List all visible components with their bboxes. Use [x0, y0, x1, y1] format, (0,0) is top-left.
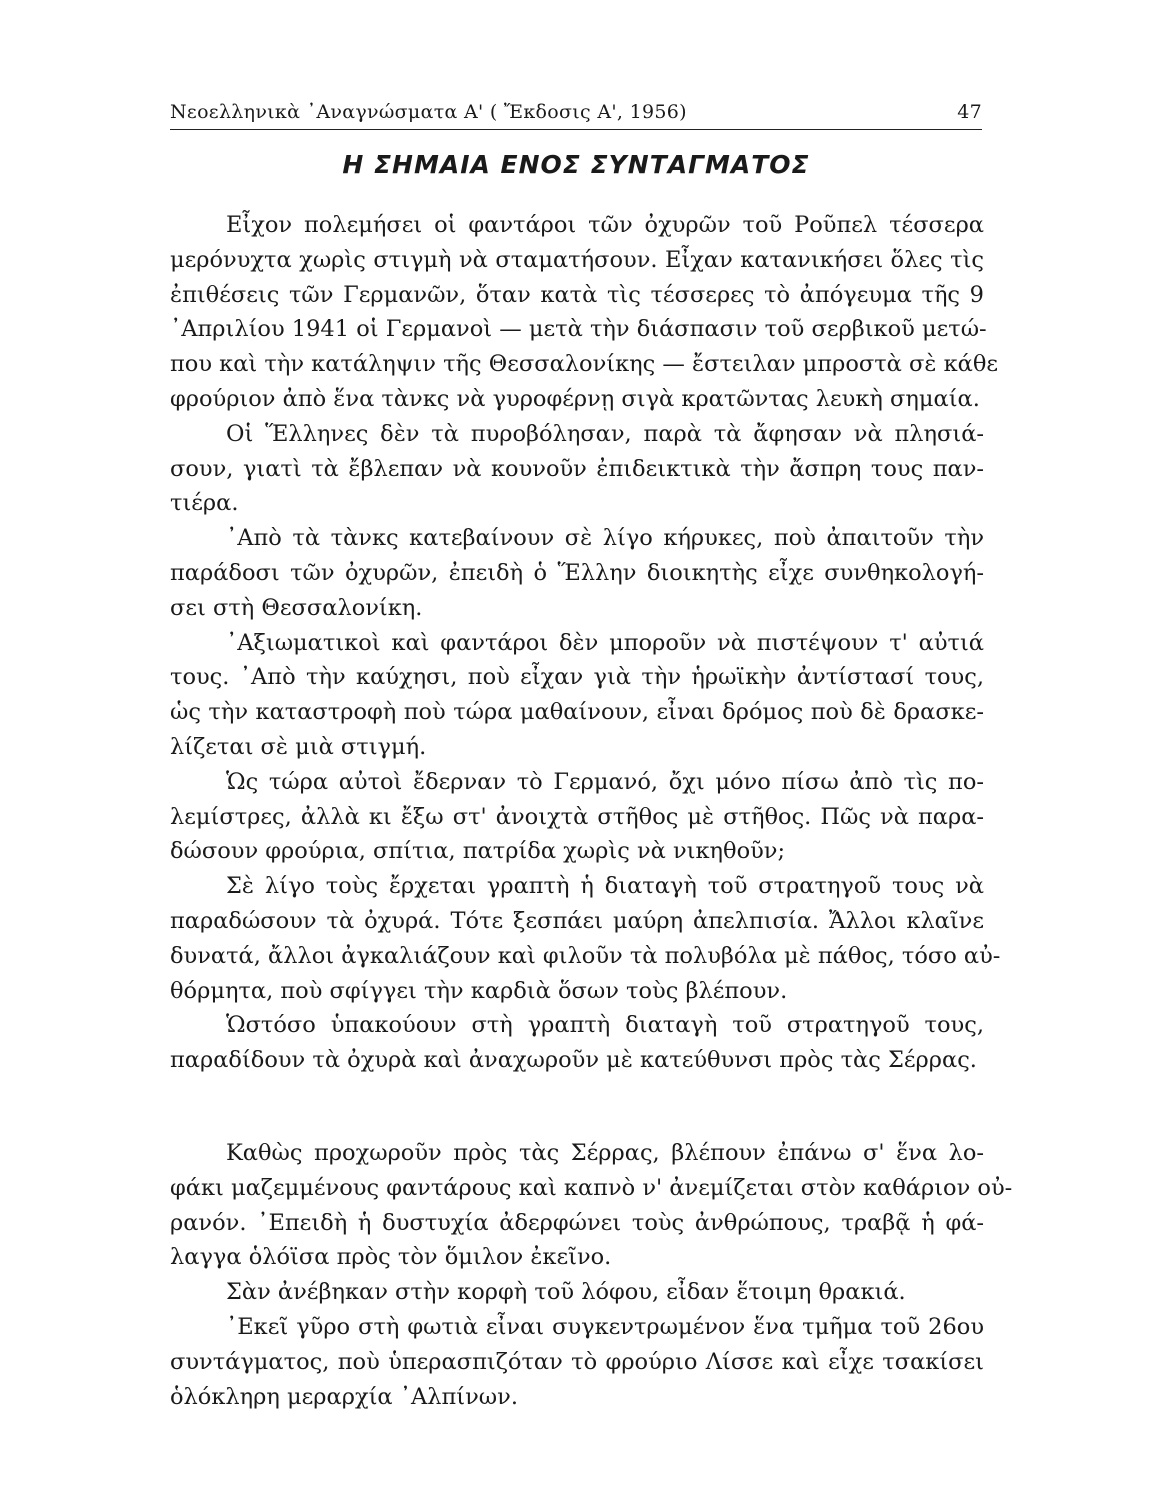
- text-line: παραδίδουν τὰ ὀχυρὰ καὶ ἀναχωροῦν μὲ κατεύθυνσι πρὸς τὰς Σέρρας.: [170, 1047, 977, 1074]
- text-line: μερόνυχτα χωρὶς στιγμὴ νὰ σταματήσουν. Εἶχαν κατανικήσει ὅλες τὶς: [170, 246, 984, 273]
- text-line: Σὲ λίγο τοὺς ἔρχεται γραπτὴ ἡ διαταγὴ τοῦ στρατηγοῦ τους νὰ: [226, 873, 984, 900]
- section-gap: [170, 1078, 984, 1136]
- text-line: φάκι μαζεμμένους φαντάρους καὶ καπνὸ ν' ἀνεμίζεται στὸν καθάριον οὐ-: [170, 1174, 1013, 1201]
- text-line: Ὡστόσο ὑπακούουν στὴ γραπτὴ διαταγὴ τοῦ στρατηγοῦ τους,: [226, 1012, 984, 1039]
- paragraph: [170, 521, 984, 625]
- text-line: σουν, γιατὶ τὰ ἔβλεπαν νὰ κουνοῦν ἐπιδεικτικὰ τὴν ἄσπρη τους παν-: [170, 455, 984, 482]
- text-line: Ὡς τώρα αὐτοὶ ἔδερναν τὸ Γερμανό, ὄχι μόνο πίσω ἀπὸ τὶς πο-: [226, 768, 984, 795]
- header-source: Νεοελληνικὰ ᾿Αναγνώσματα Α' ( Ἔκδοσις Α', 1956): [170, 101, 687, 123]
- text-line: λαγγα ὁλόϊσα πρὸς τὸν ὅμιλον ἐκεῖνο.: [170, 1244, 612, 1271]
- text-line: συντάγματος, ποὺ ὑπερασπιζόταν τὸ φρούριο Λίσσε καὶ εἶχε τσακίσει: [170, 1348, 984, 1375]
- running-header: [170, 101, 982, 130]
- text-line: ᾿Εκεῖ γῦρο στὴ φωτιὰ εἶναι συγκεντρωμένον ἕνα τμῆμα τοῦ 26ου: [226, 1313, 984, 1340]
- paragraph: [170, 626, 984, 765]
- text-line: Οἱ Ἕλληνες δὲν τὰ πυροβόλησαν, παρὰ τὰ ἄφησαν νὰ πλησιά-: [226, 420, 984, 447]
- paragraph: [170, 208, 999, 417]
- text-line: δώσουν φρούρια, σπίτια, πατρίδα χωρὶς νὰ νικηθοῦν;: [170, 838, 786, 865]
- text-line: ὡς τὴν καταστροφὴ ποὺ τώρα μαθαίνουν, εἶναι δρόμος ποὺ δὲ δρασκε-: [170, 699, 984, 726]
- paragraph: [170, 417, 984, 521]
- text-line: ᾿Απριλίου 1941 οἱ Γερμανοὶ — μετὰ τὴν διάσπασιν τοῦ σερβικοῦ μετώ-: [170, 316, 987, 343]
- paragraph: [170, 1275, 984, 1310]
- paragraph: [170, 869, 1001, 1008]
- text-line: ἐπιθέσεις τῶν Γερμανῶν, ὅταν κατὰ τὶς τέσσερες τὸ ἀπόγευμα τῆς 9: [170, 281, 984, 308]
- text-line: φρούριον ἀπὸ ἕνα τὰνκς νὰ γυροφέρνῃ σιγὰ κρατῶντας λευκὴ σημαία.: [170, 385, 980, 412]
- paragraph: [170, 1008, 984, 1078]
- paragraph: [170, 1136, 1013, 1275]
- text-line: ρανόν. ᾿Επειδὴ ἡ δυστυχία ἀδερφώνει τοὺς ἀνθρώπους, τραβᾷ ἡ φά-: [170, 1209, 984, 1236]
- text-line: ᾿Απὸ τὰ τὰνκς κατεβαίνουν σὲ λίγο κήρυκες, ποὺ ἀπαιτοῦν τὴν: [226, 525, 984, 552]
- text-line: δυνατά, ἄλλοι ἀγκαλιάζουν καὶ φιλοῦν τὰ πολυβόλα μὲ πάθος, τόσο αὐ-: [170, 942, 1001, 969]
- text-line: ᾿Αξιωματικοὶ καὶ φαντάροι δὲν μποροῦν νὰ πιστέψουν τ' αὐτιά: [226, 629, 984, 656]
- text-line: τιέρα.: [170, 490, 239, 517]
- text-line: θόρμητα, ποὺ σφίγγει τὴν καρδιὰ ὅσων τοὺς βλέπουν.: [170, 977, 788, 1004]
- page-title: Η ΣΗΜΑΙΑ ΕΝΟΣ ΣΥΝΤΑΓΜΑΤΟΣ: [342, 150, 810, 179]
- text-line: που καὶ τὴν κατάληψιν τῆς Θεσσαλονίκης — ἔστειλαν μπροστὰ σὲ κάθε: [170, 351, 999, 378]
- text-line: λίζεται σὲ μιὰ στιγμή.: [170, 733, 427, 760]
- text-line: τους. ᾿Απὸ τὴν καύχησι, ποὺ εἶχαν γιὰ τὴν ἡρωϊκὴν ἀντίστασί τους,: [170, 664, 984, 691]
- text-line: παράδοσι τῶν ὀχυρῶν, ἐπειδὴ ὁ Ἕλλην διοικητὴς εἶχε συνθηκολογή-: [170, 559, 984, 586]
- page-number: 47: [957, 101, 982, 123]
- text-line: Σὰν ἀνέβηκαν στὴν κορφὴ τοῦ λόφου, εἶδαν ἕτοιμη θρακιά.: [226, 1279, 906, 1306]
- text-line: Εἶχον πολεμήσει οἱ φαντάροι τῶν ὀχυρῶν τοῦ Ροῦπελ τέσσερα: [226, 212, 984, 238]
- paragraph: [170, 765, 984, 869]
- paragraph: [170, 1310, 984, 1414]
- text-line: παραδώσουν τὰ ὀχυρά. Τότε ξεσπάει μαύρη ἀπελπισία. Ἄλλοι κλαῖνε: [170, 907, 984, 934]
- text-line: σει στὴ Θεσσαλονίκη.: [170, 594, 423, 621]
- text-line: Καθὼς προχωροῦν πρὸς τὰς Σέρρας, βλέπουν ἐπάνω σ' ἕνα λο-: [226, 1139, 984, 1166]
- text-line: λεμίστρες, ἀλλὰ κι ἔξω στ' ἀνοιχτὰ στῆθος μὲ στῆθος. Πῶς νὰ παρα-: [170, 803, 984, 830]
- text-line: ὁλόκληρη μεραρχία ᾿Αλπίνων.: [170, 1383, 518, 1410]
- article-body: [170, 208, 1013, 1414]
